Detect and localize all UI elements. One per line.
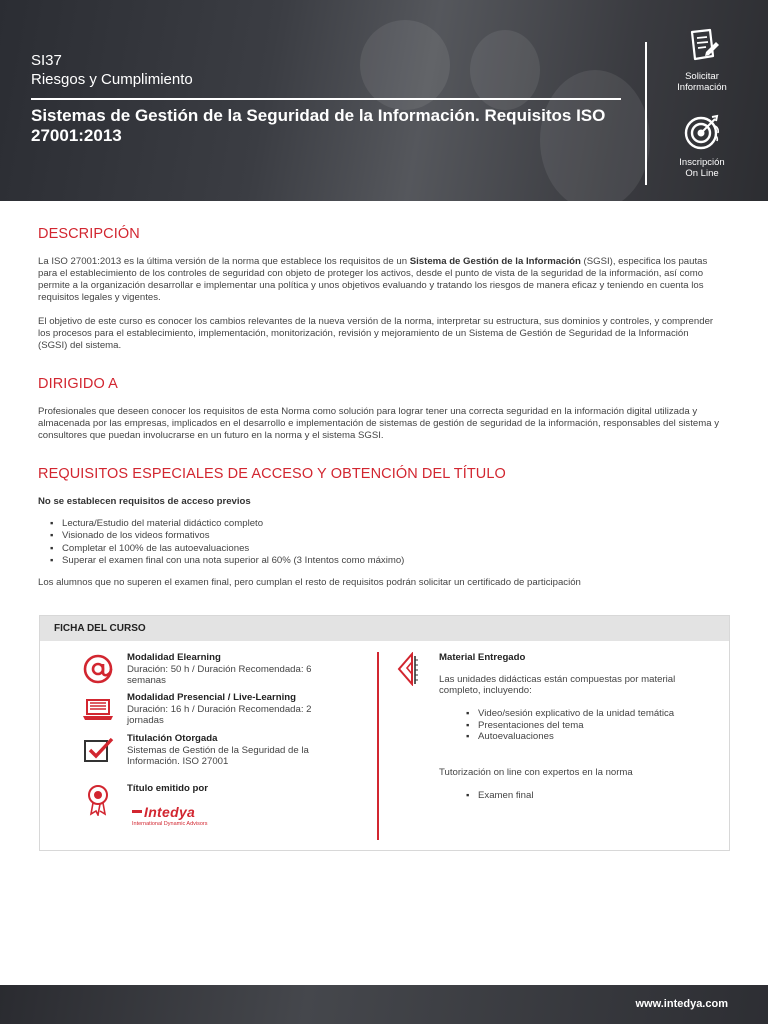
ficha-del-curso-panel (39, 615, 730, 851)
list-item: ▪ Completar el 100% de las autoevaluaciones (62, 543, 404, 555)
solicitar-informacion-button[interactable] (662, 26, 742, 93)
titulacion-text: Sistemas de Gestión de la Seguridad de la Información. ISO 27001 (127, 744, 309, 768)
list-item: ▪ Lectura/Estudio del material didáctico completo (62, 518, 404, 530)
titulo-emitido-por (127, 783, 342, 795)
ficha-header (40, 616, 729, 641)
footer-banner (0, 985, 768, 1024)
material-entregado (439, 652, 679, 697)
header-banner (0, 0, 768, 201)
solicitar-label-1: Solicitar (685, 71, 719, 82)
elearning-text: Duración: 50 h / Duración Recomendada: 6 semanas (127, 663, 312, 687)
inscripcion-online-button[interactable] (662, 112, 742, 179)
descripcion-p1-end: (SGSI), especifica los pautas para el establecimiento de los controles de seguridad con objeto de proteger los activos, desde el punto de vista de la seguridad de la información, así como permite a la organización desarrollar e implementar una política y unos objetivos evaluando y tratando los riesgos de manera eficaz y teniendo en cuenta los requisitos legales y vigentes. (38, 256, 708, 303)
logo-wordmark: Intedya (144, 804, 196, 820)
descripcion-p1-bold: Sistema de Gestión de la Información (409, 256, 581, 267)
course-title: Sistemas de Gestión de la Seguridad de la Información. Requisitos ISO 27001:2013 (31, 106, 606, 145)
list-item: ▪ Superar el examen final con una nota superior al 60% (3 Intentos como máximo) (62, 555, 404, 567)
modalidad-presencial (127, 692, 342, 727)
dirigido-heading: DIRIGIDO A (38, 376, 118, 392)
solicitar-label-2: Información (677, 82, 727, 93)
list-item: ▪ Examen final (478, 790, 688, 802)
checkbox-check-icon (82, 737, 114, 765)
titulacion-title: Titulación Otorgada (127, 733, 218, 744)
requisitos-note: Los alumnos que no superen el examen final, pero cumplan el resto de requisitos podrán solicitar un certificado de participación (38, 577, 581, 588)
presencial-text: Duración: 16 h / Duración Recomendada: 2 jornadas (127, 703, 312, 727)
at-sign-icon (82, 653, 114, 685)
intedya-logo (132, 806, 232, 832)
descripcion-paragraph-2: El objetivo de este curso es conocer los cambios relevantes de la nueva versión de la norma, interpretar su estructura, sus dominios y controles, y comprender los procesos para el establecimiento, implementación, monitorización, revisión y mejoramiento de un Sistema de Gestión de Seguridad de la Información (SGSI) del sistema. (38, 316, 714, 351)
descripcion-p1-start: La ISO 27001:2013 es la última versión de la norma que establece los requisitos de un (38, 256, 410, 267)
photo-person-1 (360, 20, 450, 110)
logo-tagline: International Dynamic Advisors (132, 821, 208, 827)
website-link[interactable]: www.intedya.com (635, 998, 728, 1010)
requisitos-heading: REQUISITOS ESPECIALES DE ACCESO Y OBTENCIÓN DEL TÍTULO (38, 466, 506, 482)
list-item: ▪ Autoevaluaciones (478, 731, 688, 743)
requisitos-subheading: No se establecen requisitos de acceso previos (38, 496, 251, 507)
ficha-heading: FICHA DEL CURSO (54, 623, 146, 634)
emitido-title: Título emitido por (127, 783, 209, 794)
list-item: ▪ Video/sesión explicativo de la unidad temática (478, 708, 688, 720)
requisitos-list (62, 518, 404, 568)
course-code: SI37 (31, 52, 62, 69)
dirigido-paragraph: Profesionales que deseen conocer los requisitos de esta Norma como solución para lograr tener una correcta seguridad en la información digital utilizada y almacenada por las empresas, implicados en el desarrollo e implementación de sistemas de gestión de seguridad de la información, responsables del sistema y consultores que puedan involucrarse en un futuro en la norma y el sistema SGSI. (38, 406, 719, 441)
material-intro: Las unidades didácticas están compuestas por material completo, incluyendo: (439, 673, 676, 697)
inscripcion-label-2: On Line (685, 168, 719, 179)
modalidad-elearning (127, 652, 342, 687)
descripcion-paragraph-1 (38, 256, 720, 304)
header-divider (31, 98, 621, 100)
list-item: ▪ Presentaciones del tema (478, 720, 688, 732)
course-area: Riesgos y Cumplimiento (31, 71, 193, 88)
material-title: Material Entregado (439, 652, 526, 663)
laptop-icon (82, 698, 114, 722)
inscripcion-label-1: Inscripción (679, 157, 725, 168)
ficha-column-divider (377, 652, 379, 840)
document-pencil-icon (682, 26, 722, 66)
header-vertical-divider (645, 42, 647, 185)
descripcion-heading: DESCRIPCIÓN (38, 226, 140, 242)
presencial-title: Modalidad Presencial / Live-Learning (127, 692, 297, 703)
set-square-ruler-icon (396, 652, 420, 686)
tutorizacion-text: Tutorización on line con expertos en la norma (439, 767, 633, 778)
material-list-2 (478, 790, 688, 802)
elearning-title: Modalidad Elearning (127, 652, 221, 663)
list-item: ▪ Visionado de los videos formativos (62, 530, 404, 542)
award-seal-icon (86, 784, 110, 816)
titulacion-otorgada (127, 733, 342, 768)
target-icon (682, 112, 722, 152)
material-list (478, 708, 688, 743)
